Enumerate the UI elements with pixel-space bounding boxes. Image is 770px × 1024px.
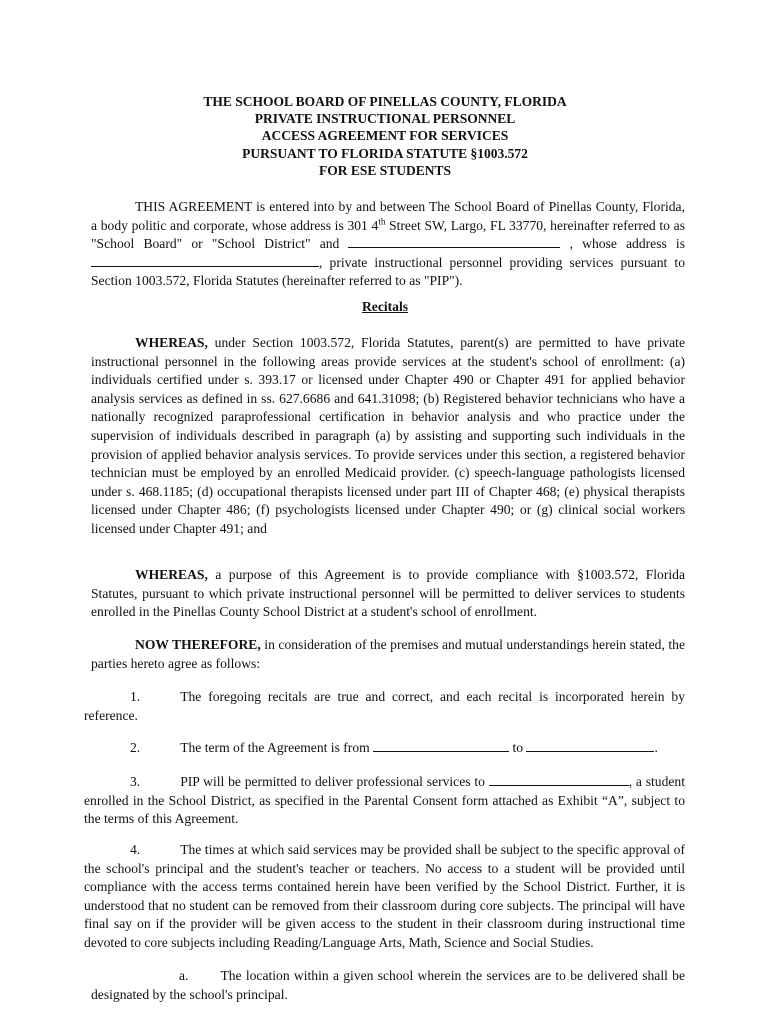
item-4-number: 4. — [130, 842, 141, 857]
term-start-blank — [373, 739, 509, 752]
title-line-3: ACCESS AGREEMENT FOR SERVICES — [261, 128, 509, 144]
pip-address-blank — [91, 254, 319, 267]
whereas-paragraph-1 — [91, 334, 685, 539]
recitals-heading: Recitals — [361, 299, 409, 314]
intro-superscript: th — [378, 216, 386, 227]
item-4-text: The times at which said services may be provided shall be subject to the specific approval of the school's principal and the student's teacher or teachers. No access to a student will be provided until compliance with the access terms contained herein have been verified by the School District. Further, it is understood that no student can be removed from their classroom during core subjects. The principal will have final say on if the provider will be given access to the student in their classroom during instructional time devoted to core subjects including Reading/Language Arts, Math, Science and Social Studies. — [84, 842, 685, 950]
intro-text-1: THIS AGREEMENT is entered into by and between The School Board of Pinellas County, Florida, a body politic and corporate, whose address is 301 4 — [91, 199, 685, 233]
item-1 — [84, 688, 685, 725]
title-line-2: PRIVATE INSTRUCTIONAL PERSONNEL — [254, 111, 516, 127]
item-2-number: 2. — [130, 740, 141, 755]
now-therefore-paragraph — [91, 636, 685, 673]
intro-text-4: , private instructional personnel providing services pursuant to Section 1003.572, Florida Statutes (hereinafter referred to as "PIP"). — [91, 254, 685, 289]
document-title — [0, 93, 770, 179]
now-therefore-lead: NOW THEREFORE, — [135, 637, 261, 652]
intro-text-2: Street SW, Largo, FL 33770, hereinafter referred to as "School Board" or "School District" and — [91, 217, 685, 252]
whereas-paragraph-2 — [91, 566, 685, 622]
item-2-text-b: to — [509, 740, 527, 755]
item-3 — [84, 773, 685, 829]
item-3-text-b: , a student enrolled in the School District, as specified in the Parental Consent form attached as Exhibit “A”, subject to the terms of this Agreement. — [84, 774, 685, 827]
item-1-text: The foregoing recitals are true and correct, and each recital is incorporated herein by reference. — [84, 689, 685, 723]
item-4a — [91, 967, 685, 1004]
intro-paragraph — [91, 198, 685, 291]
item-1-number: 1. — [130, 689, 141, 704]
now-therefore-text: in consideration of the premises and mutual understandings herein stated, the parties hereto agree as follows: — [91, 637, 685, 671]
item-2-text-c: . — [654, 740, 658, 755]
whereas-lead-2: WHEREAS, — [135, 567, 208, 582]
item-2-text-a: The term of the Agreement is from — [180, 740, 374, 755]
item-3-text-a: PIP will be permitted to deliver professional services to — [180, 774, 489, 789]
title-line-5: FOR ESE STUDENTS — [318, 162, 452, 178]
whereas-text-2: a purpose of this Agreement is to provide compliance with §1003.572, Florida Statutes, pursuant to which private instructional personnel will be permitted to deliver services to students enrolled in the Pinellas County School District at a student's school of enrollment. — [91, 567, 685, 620]
item-4a-text: The location within a given school wherein the services are to be delivered shall be designated by the school's principal. — [91, 968, 685, 1002]
intro-text-3: , whose address is — [560, 236, 685, 252]
item-4a-letter: a. — [179, 968, 189, 983]
whereas-text-1: under Section 1003.572, Florida Statutes, parent(s) are permitted to have private instructional personnel in the following areas provide services at the student's school of enrollment: (a) individuals certified under s. 393.17 or licensed under Chapter 490 or Chapter 491 for applied behavior analysis services as defined in ss. 627.6686 and 641.31098; (b) Registered behavior technicians who have a nationally recognized paraprofessional certification in behavior analysis and who practice under the supervision of individuals described in paragraph (a) by assisting and supporting such individuals in the provision of applied behavior analysis services. To provide services under this section, a registered behavior technician must be employed by an enrolled Medicaid provider. (c) speech-language pathologists licensed under s. 468.1185; (d) occupational therapists licensed under part III of Chapter 468; (e) physical therapists licensed under Chapter 486; (f) psychologists licensed under Chapter 490; or (g) clinical social workers licensed under Chapter 491; and — [91, 335, 685, 536]
item-4 — [84, 841, 685, 953]
pip-name-blank — [348, 235, 560, 248]
item-2 — [84, 739, 685, 758]
student-name-blank — [489, 773, 629, 786]
term-end-blank — [526, 739, 654, 752]
title-line-4: PURSUANT TO FLORIDA STATUTE §1003.572 — [242, 145, 528, 161]
title-line-1: THE SCHOOL BOARD OF PINELLAS COUNTY, FLORIDA — [203, 94, 567, 109]
item-3-number: 3. — [130, 774, 141, 789]
whereas-lead-1: WHEREAS, — [135, 335, 208, 350]
